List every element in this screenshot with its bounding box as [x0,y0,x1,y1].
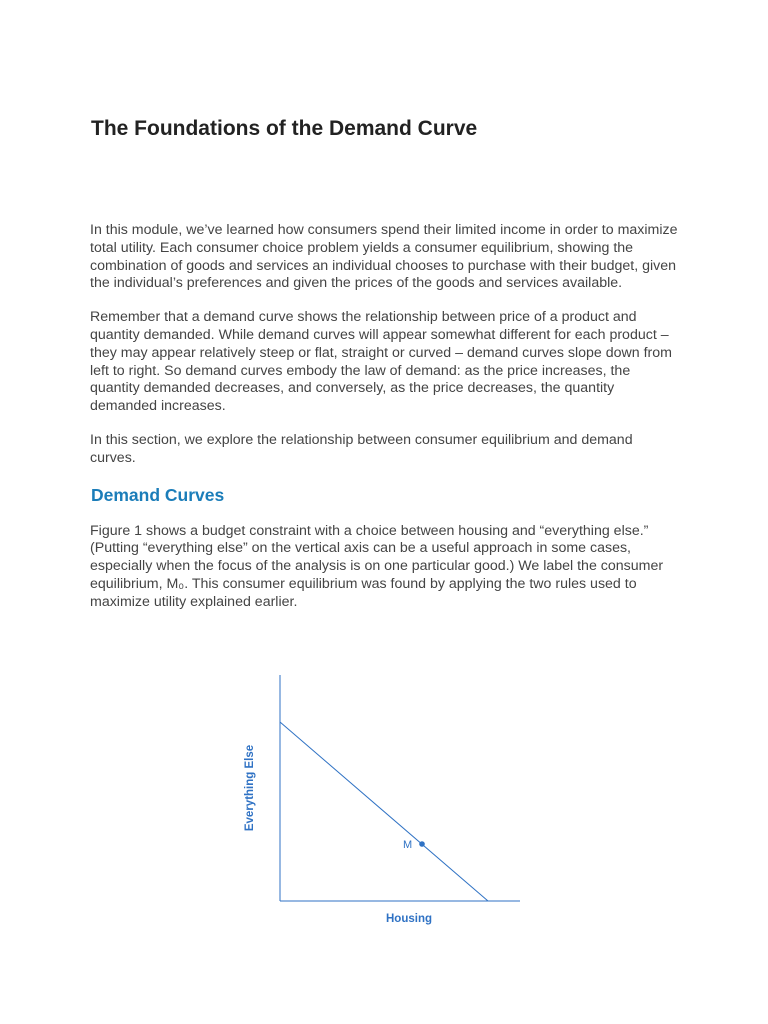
budget-constraint-figure [235,670,535,940]
demand-curve-paragraph: Remember that a demand curve shows the relationship between price of a product and quantity demanded. While demand curves will appear somewhat different for each product – they may appear relatively steep or flat, straight or curved – demand curves slope down from left to right. So demand curves embody the law of demand: as the price increases, the quantity demanded decreases, and conversely, as the price decreases, the quantity demanded increases. [90,309,672,415]
y-axis-label: Everything Else [244,744,256,832]
x-axis-label: Housing [386,913,432,925]
figure-description-paragraph: Figure 1 shows a budget constraint with a choice between housing and “everything else.” (Putting “everything else” on the vertical axis can be a useful approach in some cases, especially when the focus of the analysis is on one particular good.) We label the consumer equilibrium, M₀. This consumer equilibrium was found by applying the two rules used to maximize utility explained earlier. [90,522,664,610]
intro-paragraph: In this module, we’ve learned how consumers spend their limited income in order to maximize total utility. Each consumer choice problem yields a consumer equilibrium, showing the combination of goods and services an individual chooses to purchase with their budget, given the individual’s preferences and given the prices of the goods and services available. [90,222,678,292]
budget-constraint-diagram [235,670,535,940]
article-body [90,222,680,628]
section-heading: Demand Curves [91,484,225,505]
budget-constraint-line [280,722,488,901]
equilibrium-point [419,841,425,847]
equilibrium-point-label: M [403,839,413,851]
section-intro-paragraph: In this section, we explore the relationship between consumer equilibrium and demand curves. [90,431,633,466]
page-title: The Foundations of the Demand Curve [91,117,478,140]
